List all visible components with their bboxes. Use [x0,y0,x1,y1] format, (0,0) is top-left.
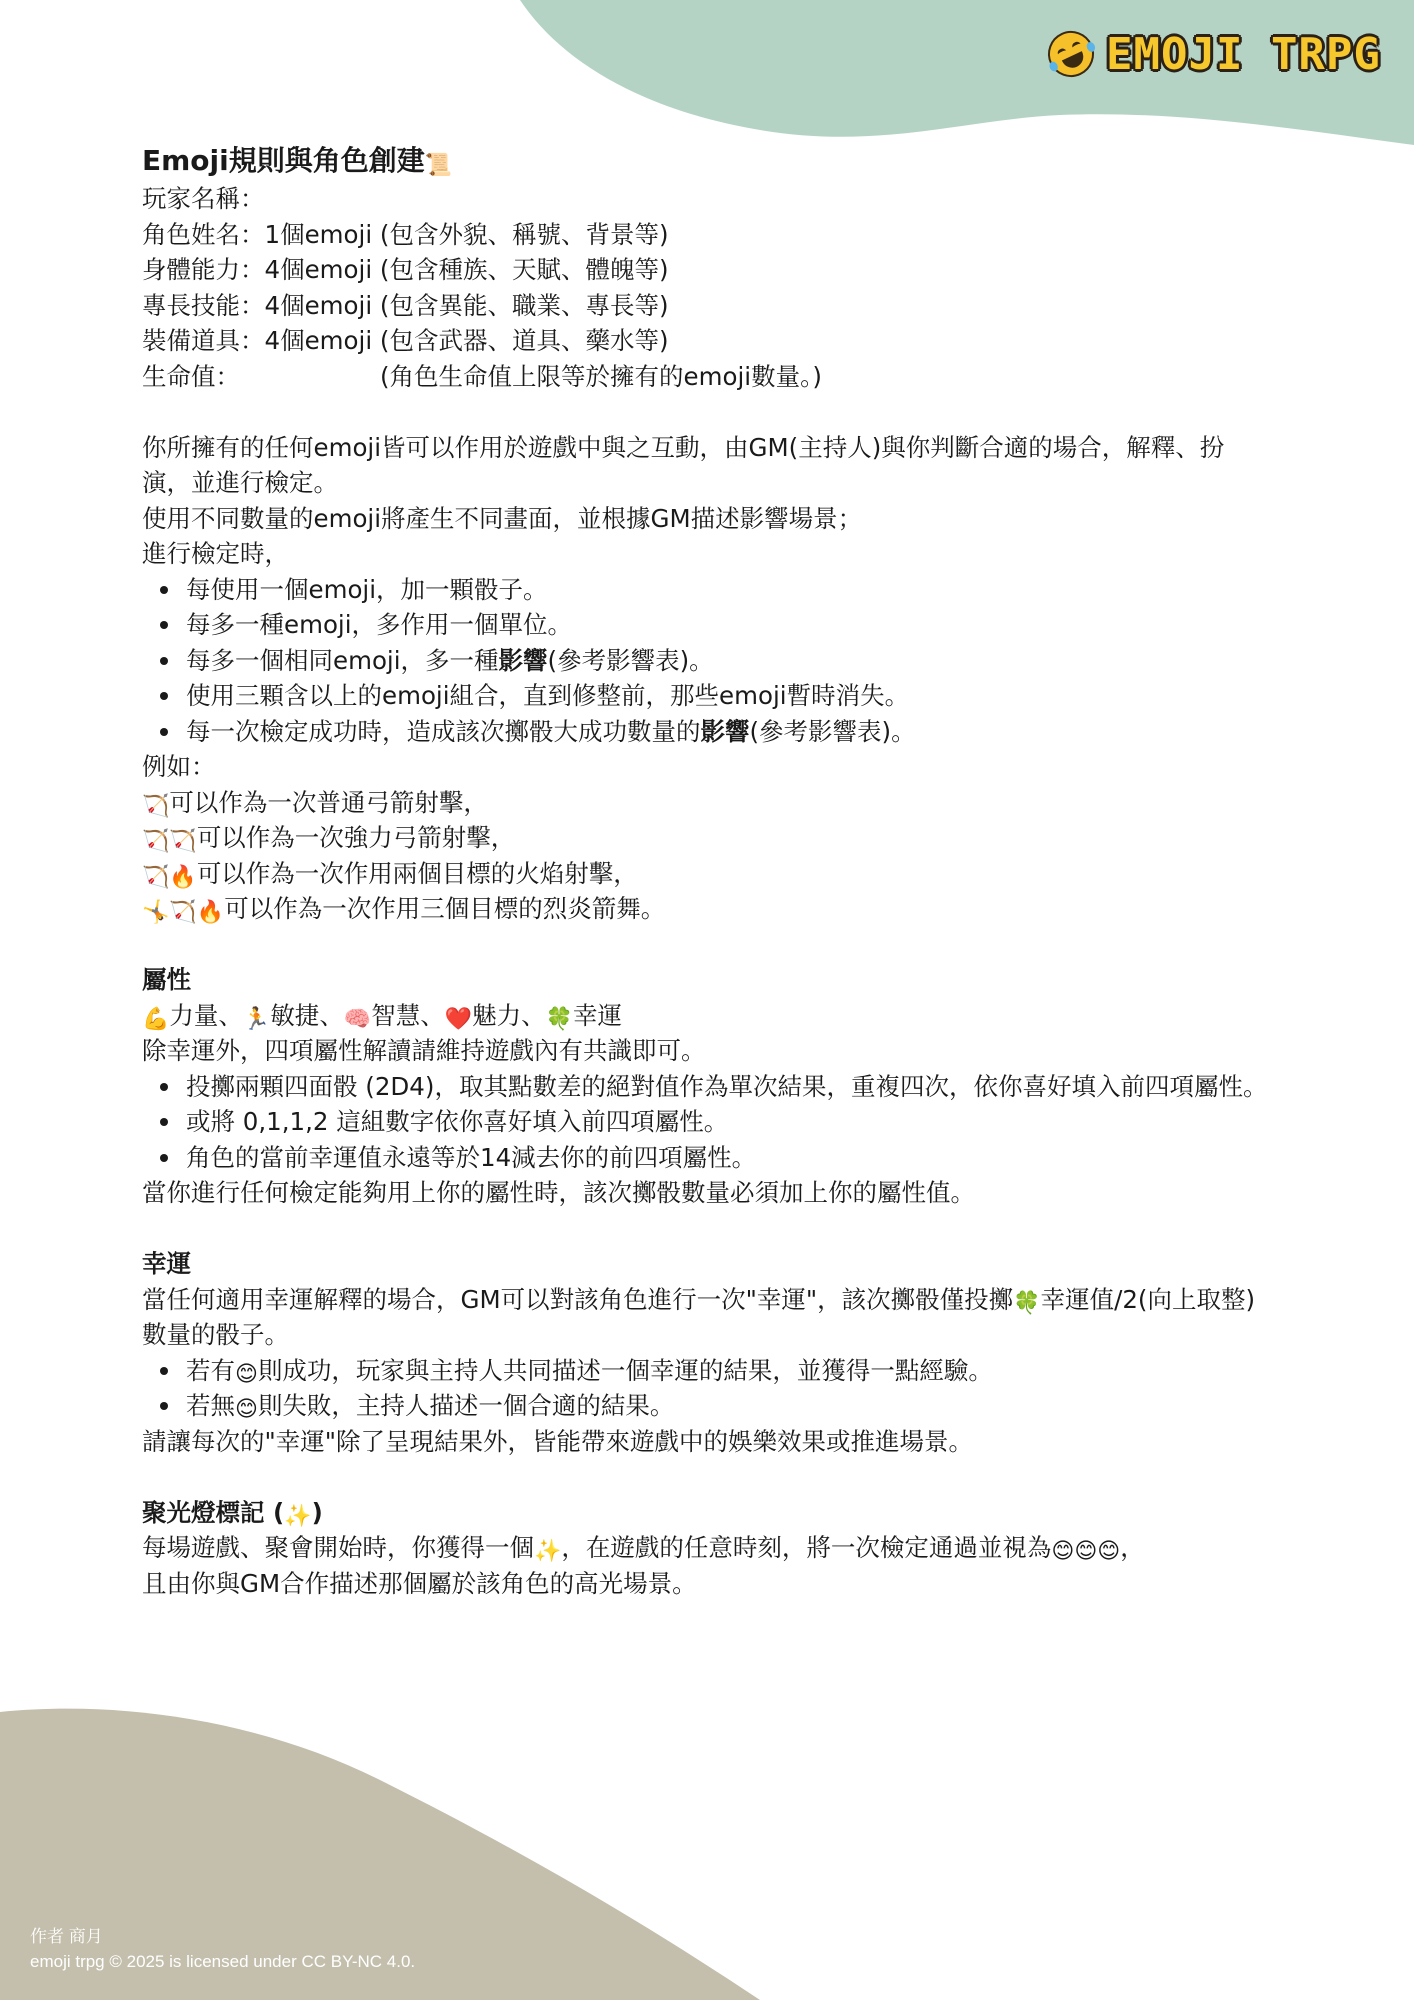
clover-icon: 🍀 [545,1006,574,1032]
license-text: emoji trpg © 2025 is licensed under CC BY-NC 4.0. [30,1952,416,1971]
luck-paragraph-2: 請讓每次的"幸運"除了呈現結果外，皆能帶來遊戲中的娛樂效果或推進場景。 [142,1426,974,1456]
rolling-laughing-face-icon [1040,23,1101,84]
footer [30,1924,415,1974]
equipment-line: 裝備道具：4個emoji (包含武器、道具、藥水等) [142,326,669,355]
list-item: 或將 0,1,1,2 這組數字依你喜好填入前四項屬性。 [186,1104,1272,1140]
luck-list [142,1353,1272,1424]
fire-icon: 🔥 [196,900,225,925]
brain-icon: 🧠 [343,1006,372,1032]
list-item: 每一次檢定成功時，造成該次擲骰大成功數量的影響(參考影響表)。 [186,714,1272,750]
intro-paragraph-2: 使用不同數量的emoji將產生不同畫面，並根據GM描述影響場景； [142,503,863,533]
attributes-list [142,1069,1272,1176]
bow-icon: 🏹 [169,829,197,854]
attributes-heading: 屬性 [142,965,191,994]
smile-icon: 😊 [235,1361,258,1387]
attributes-paragraph-2: 當你進行任何檢定能夠用上你的屬性時，該次擲骰數量必須加上你的屬性值。 [142,1178,975,1207]
list-item: 投擲兩顆四面骰 (2D4)，取其點數差的絕對值作為單次結果，重複四次，依你喜好填入前四項屬性。 [186,1069,1272,1105]
list-item: 若無😊則失敗，主持人描述一個合適的結果。 [186,1388,1272,1424]
spotlight-paragraph-2: 且由你與GM合作描述那個屬於該角色的高光場景。 [142,1568,697,1598]
author-credit: 作者 商月 [30,1927,103,1946]
list-item: 若有😊則成功，玩家與主持人共同描述一個幸運的結果，並獲得一點經驗。 [186,1353,1272,1389]
list-item: 每多一種emoji，多作用一個單位。 [186,607,1272,643]
luck-heading: 幸運 [142,1249,191,1278]
smile-icon: 😊 [1074,1539,1098,1564]
bow-icon: 🏹 [169,900,197,925]
emoji-trpg-logo [1048,24,1381,84]
example-line: 🤸🏹🔥可以作為一次作用三個目標的烈炎箭舞。 [142,894,666,925]
rules-document [142,141,1272,1601]
page-title: Emoji規則與角色創建📜 [142,144,453,178]
example-line: 🏹🔥可以作為一次作用兩個目標的火焰射擊， [142,858,638,890]
dancer-icon: 🤸 [142,900,170,925]
intro-paragraph-3: 進行檢定時， [142,539,289,568]
smile-icon: 😊 [235,1397,258,1422]
list-item: 角色的當前幸運值永遠等於14減去你的前四項屬性。 [186,1140,1272,1176]
sparkle-icon: ✨ [534,1539,562,1564]
clover-icon: 🍀 [1013,1290,1041,1316]
sparkle-icon: ✨ [284,1503,312,1529]
bow-icon: 🏹 [142,793,170,819]
scroll-icon: 📜 [424,153,453,178]
logo-text: EMOJI TRPG [1106,28,1381,80]
attributes-paragraph: 除幸運外，四項屬性解讀請維持遊戲內有共識即可。 [142,1036,706,1065]
physical-line: 身體能力：4個emoji (包含種族、天賦、體魄等) [142,255,669,284]
check-rules-list [142,572,1272,750]
player-name-line: 玩家名稱： [142,184,265,213]
skills-line: 專長技能：4個emoji (包含異能、職業、專長等) [142,290,669,320]
spotlight-heading: 聚光燈標記 (✨) [142,1497,323,1529]
strength-icon: 💪 [142,1006,170,1032]
heart-icon: ❤️ [444,1006,473,1032]
intro-paragraph: 你所擁有的任何emoji皆可以作用於遊戲中與之互動，由GM(主持人)與你判斷合適的場合，解釋、扮演，並進行檢定。 [142,432,1225,497]
bow-icon: 🏹 [142,864,170,890]
example-line: 🏹🏹可以作為一次強力弓箭射擊， [142,823,516,854]
list-item: 每多一個相同emoji，多一種影響(參考影響表)。 [186,643,1272,679]
runner-icon: 🏃 [242,1006,271,1032]
spotlight-paragraph: 每場遊戲、聚會開始時，你獲得一個✨，在遊戲的任意時刻，將一次檢定通過並視為😊😊😊， [142,1533,1145,1564]
attributes-line: 💪力量、🏃敏捷、🧠智慧、❤️魅力、🍀幸運 [142,1000,623,1032]
character-name-line: 角色姓名：1個emoji (包含外貌、稱號、背景等) [142,219,669,249]
example-line: 🏹可以作為一次普通弓箭射擊， [142,787,488,819]
list-item: 每使用一個emoji，加一顆骰子。 [186,572,1272,608]
hp-line: 生命值： (角色生命值上限等於擁有的emoji數量。) [142,361,822,391]
fire-icon: 🔥 [169,864,197,890]
smile-icon: 😊 [1051,1539,1075,1564]
list-item: 使用三顆含以上的emoji組合，直到修整前，那些emoji暫時消失。 [186,678,1272,714]
smile-icon: 😊 [1097,1539,1121,1564]
example-label: 例如： [142,752,216,781]
bow-icon: 🏹 [142,829,170,854]
luck-paragraph: 當任何適用幸運解釋的場合，GM可以對該角色進行一次"幸運"，該次擲骰僅投擲🍀幸運值/2(向上取整)數量的骰子。 [142,1284,1256,1349]
